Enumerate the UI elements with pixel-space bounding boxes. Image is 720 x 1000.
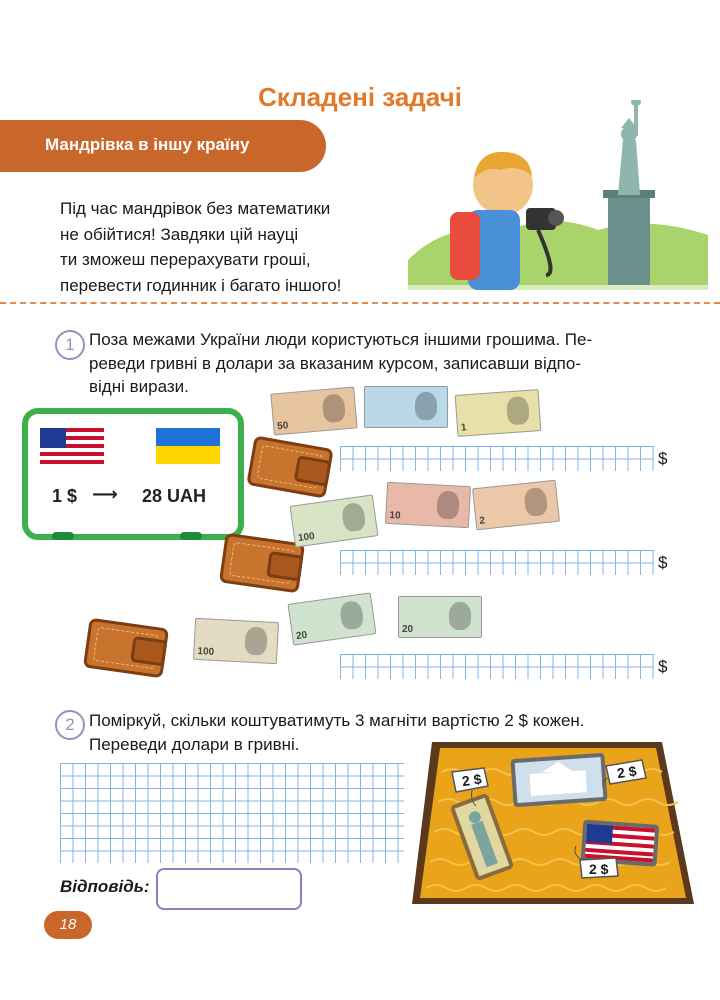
travel-illustration <box>408 100 708 300</box>
section-banner <box>0 120 326 172</box>
white-house-magnet-icon <box>510 753 607 807</box>
intro-line: перевести годинник і багато іншого! <box>60 275 342 295</box>
banknote: 50 <box>270 386 357 435</box>
statue-of-liberty-icon <box>603 100 655 285</box>
task2-line: Поміркуй, скільки коштуватимуть 3 магніти вартістю 2 $ кожен. <box>89 711 585 730</box>
section-banner-label: Мандрівка в іншу країну <box>45 135 250 154</box>
task1-line: Поза межами України люди користуються іншими грошима. Пе- <box>89 330 593 349</box>
answer-input[interactable] <box>156 868 302 910</box>
exchange-rate-panel <box>22 408 244 540</box>
intro-line: не обійтися! Завдяки цій науці <box>60 224 299 244</box>
panel-foot <box>52 532 74 540</box>
answer-label: Відповідь: <box>60 877 150 896</box>
banknote: 20 <box>398 596 482 638</box>
magnets-illustration <box>412 742 702 904</box>
banknote: 100 <box>193 618 279 664</box>
task2-line: Переведи долари в гривні. <box>89 734 300 754</box>
banknote: 10 <box>385 482 471 528</box>
answer-grid[interactable] <box>340 446 654 471</box>
banknote: 2 <box>472 480 560 531</box>
intro-line: ти зможеш перерахувати гроші, <box>60 250 311 269</box>
panel-foot <box>180 532 202 540</box>
usa-flag-icon <box>40 428 104 464</box>
page-title: Складені задачі <box>258 82 462 112</box>
magnets-mat <box>412 742 702 904</box>
intro-text <box>60 196 400 298</box>
dollar-sign: $ <box>658 553 668 572</box>
banknote: 20 <box>287 592 376 645</box>
answer-grid[interactable] <box>340 550 654 575</box>
rate-uah: 28 UAH <box>142 486 207 506</box>
work-grid[interactable] <box>60 763 404 863</box>
dollar-sign: $ <box>658 449 668 468</box>
intro-line: Під час мандрівок без математики <box>60 199 331 218</box>
banknote: 1 <box>455 389 542 437</box>
answer-grid[interactable] <box>340 654 654 679</box>
price-tag: 2 $ <box>615 762 638 782</box>
rate-arrow: ⟶ <box>92 484 118 504</box>
ukraine-flag-icon <box>156 428 220 464</box>
task1-line: реведи гривні в долари за вказаним курсом, записавши відпо- <box>89 353 581 373</box>
section-divider <box>0 302 720 304</box>
wallet-icon <box>219 533 305 594</box>
banknote: 100 <box>289 494 378 547</box>
task1-line: відні вирази. <box>89 377 189 396</box>
boy-traveler-illustration <box>408 100 708 300</box>
page-number: 18 <box>44 911 92 939</box>
rate-usd: 1 $ <box>52 486 78 506</box>
wallet-icon <box>83 618 169 679</box>
task-number: 2 <box>55 710 85 740</box>
price-tag: 2 $ <box>589 861 609 877</box>
banknote <box>364 386 448 428</box>
wallet-icon <box>246 435 333 498</box>
price-tag: 2 $ <box>460 770 483 790</box>
task-number: 1 <box>55 330 85 360</box>
dollar-sign: $ <box>658 657 668 676</box>
